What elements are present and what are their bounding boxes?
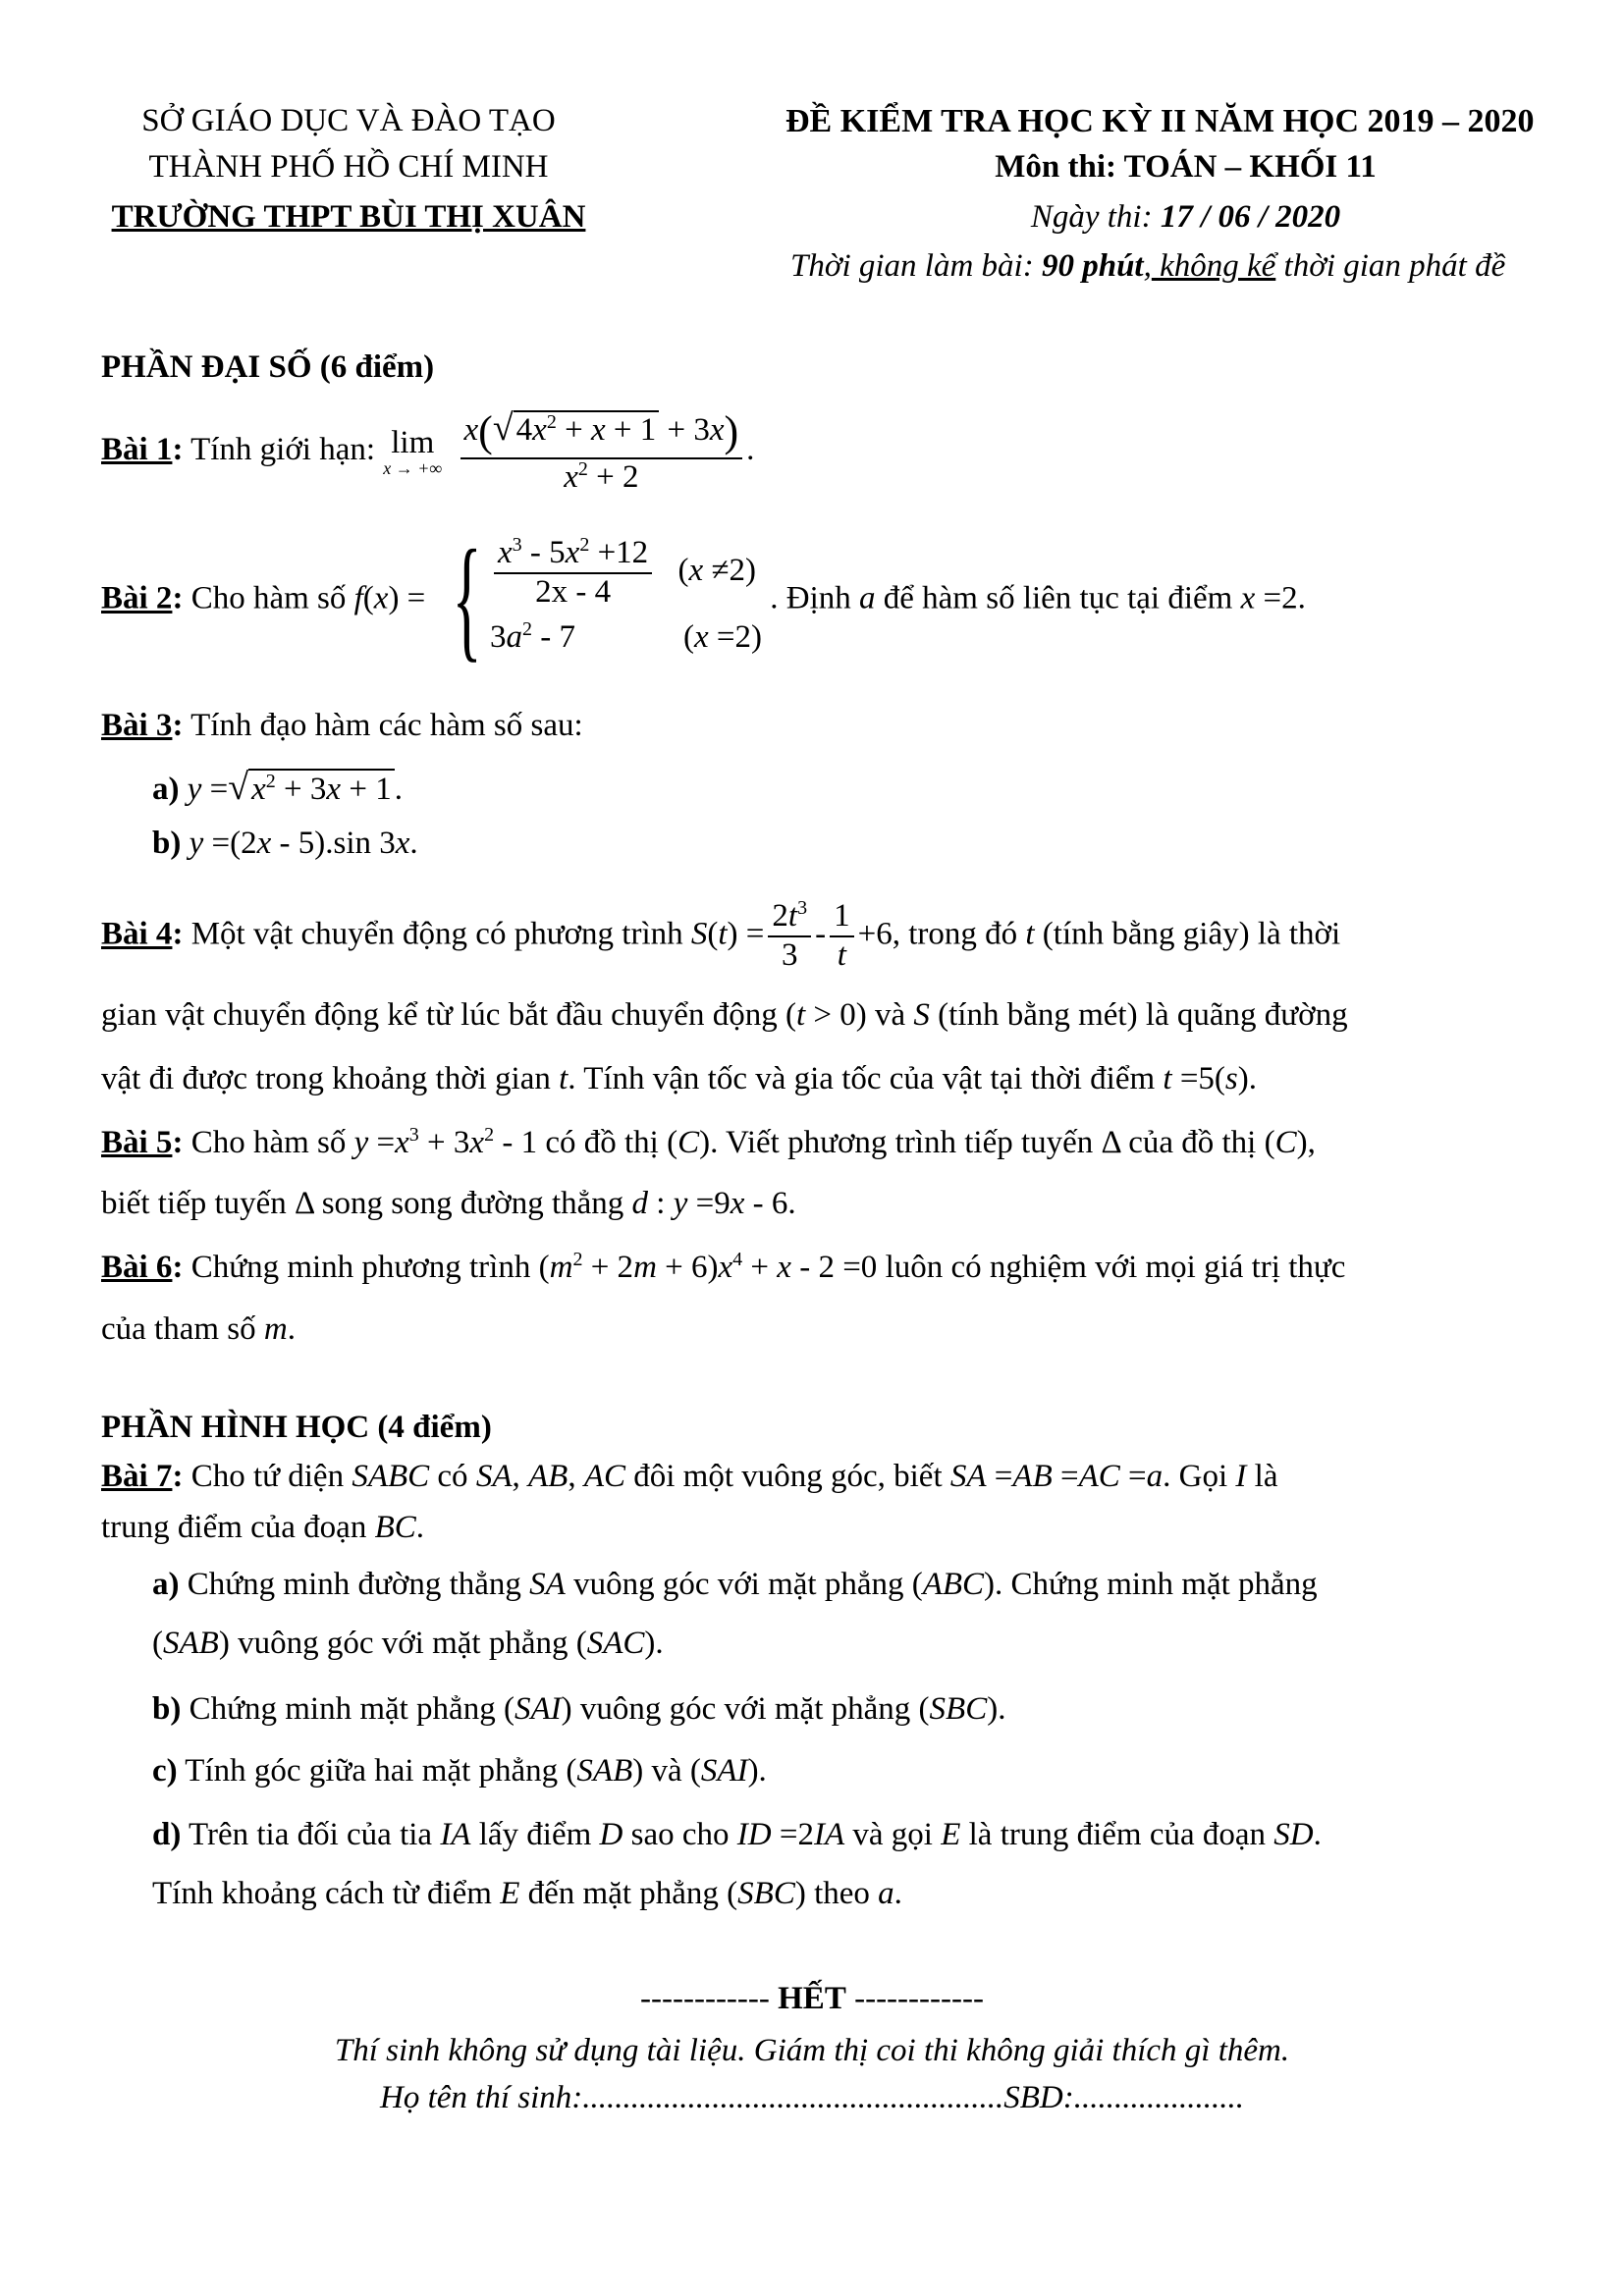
candidate-info-line: Họ tên thí sinh:....................................................SBD:..................... xyxy=(380,2080,1244,2115)
subject-line: Môn thi: TOÁN – KHỐI 11 xyxy=(995,149,1377,185)
problem-7c: c) Tính góc giữa hai mặt phẳng (SAB) và (SAI). xyxy=(152,1753,767,1789)
problem-3b: b) y =(2x - 5).sin 3x. xyxy=(152,826,418,861)
section-geometry-title: PHẦN HÌNH HỌC (4 điểm) xyxy=(101,1410,492,1445)
exam-duration: Thời gian làm bài: 90 phút, không kể thời gian phát đề xyxy=(790,248,1506,284)
problem-4: Bài 4: Một vật chuyển động có phương trình S(t) = $\frac{2t^3}{3}$ - $\frac{1}{t}$ +6, trong đó t (tính bằng giây) là thời xyxy=(101,897,1341,973)
problem-7: Bài 7: Cho tứ diện SABC có SA, AB, AC đôi một vuông góc, biết SA =AB =AC =a. Gọi I là xyxy=(101,1459,1278,1494)
section-algebra-title: PHẦN ĐẠI SỐ (6 điểm) xyxy=(101,349,435,385)
problem-4-line2: gian vật chuyển động kể từ lúc bắt đầu chuyển động (t > 0) và S (tính bằng mét) là quãng đường xyxy=(101,997,1348,1033)
problem-7-line2: trung điểm của đoạn BC. xyxy=(101,1510,425,1545)
problem-3: Bài 3: Tính đạo hàm các hàm số sau: xyxy=(101,708,583,743)
problem-2: Bài 2: Cho hàm số f(x) = { $\frac{x^3 - 5x^2 +12}{2x - 4}$ (x ≠2) $3a^2 - 7$ (x =2) . Định a để hàm số liên tục tại điểm x =2. xyxy=(101,522,1306,674)
problem-1: Bài 1: Tính giới hạn: lim x → +∞ $\frac{x(√4x^2 + x + 1 + 3x)}{x^2 + 2}$ . xyxy=(101,407,755,495)
exam-note: Thí sinh không sử dụng tài liệu. Giám thị coi thi không giải thích gì thêm. xyxy=(334,2033,1290,2068)
problem-7a-line2: (SAB) vuông góc với mặt phẳng (SAC). xyxy=(152,1626,664,1661)
exam-date: Ngày thi: 17 / 06 / 2020 xyxy=(1030,199,1341,235)
problem-5: Bài 5: Cho hàm số $y =x^3 + 3x^2 - 1$ có đồ thị (C). Viết phương trình tiếp tuyến Δ của đồ thị (C), xyxy=(101,1124,1316,1160)
problem-6-line2: của tham số m. xyxy=(101,1311,296,1347)
city-name: THÀNH PHỐ HỒ CHÍ MINH xyxy=(148,149,549,185)
problem-7d: d) Trên tia đối của tia IA lấy điểm D sao cho ID =2IA và gọi E là trung điểm của đoạn SD. xyxy=(152,1817,1322,1852)
department-name: SỞ GIÁO DỤC VÀ ĐÀO TẠO xyxy=(141,103,556,138)
problem-7a: a) Chứng minh đường thẳng SA vuông góc với mặt phẳng (ABC). Chứng minh mặt phẳng xyxy=(152,1567,1318,1602)
problem-3a: a) $y =√x^2 + 3x + 1$. xyxy=(152,767,403,808)
problem-6: Bài 6: Chứng minh phương trình $(m^2 + 2m + 6)x^4 + x - 2 =0$ luôn có nghiệm với mọi giá trị thực xyxy=(101,1249,1346,1285)
problem-7b: b) Chứng minh mặt phẳng (SAI) vuông góc với mặt phẳng (SBC). xyxy=(152,1691,1006,1727)
school-name: TRƯỜNG THPT BÙI THỊ XUÂN xyxy=(111,199,586,235)
end-marker: ------------ HẾT ------------ xyxy=(640,1981,984,2016)
problem-7d-line2: Tính khoảng cách từ điểm E đến mặt phẳng (SBC) theo a. xyxy=(152,1876,902,1911)
problem-4-line3: vật đi được trong khoảng thời gian t. Tính vận tốc và gia tốc của vật tại thời điểm t =5(s). xyxy=(101,1061,1258,1096)
exam-title: ĐỀ KIỂM TRA HỌC KỲ II NĂM HỌC 2019 – 2020 xyxy=(785,103,1535,139)
problem-5-line2: biết tiếp tuyến Δ song song đường thẳng d : y =9x - 6. xyxy=(101,1186,796,1221)
